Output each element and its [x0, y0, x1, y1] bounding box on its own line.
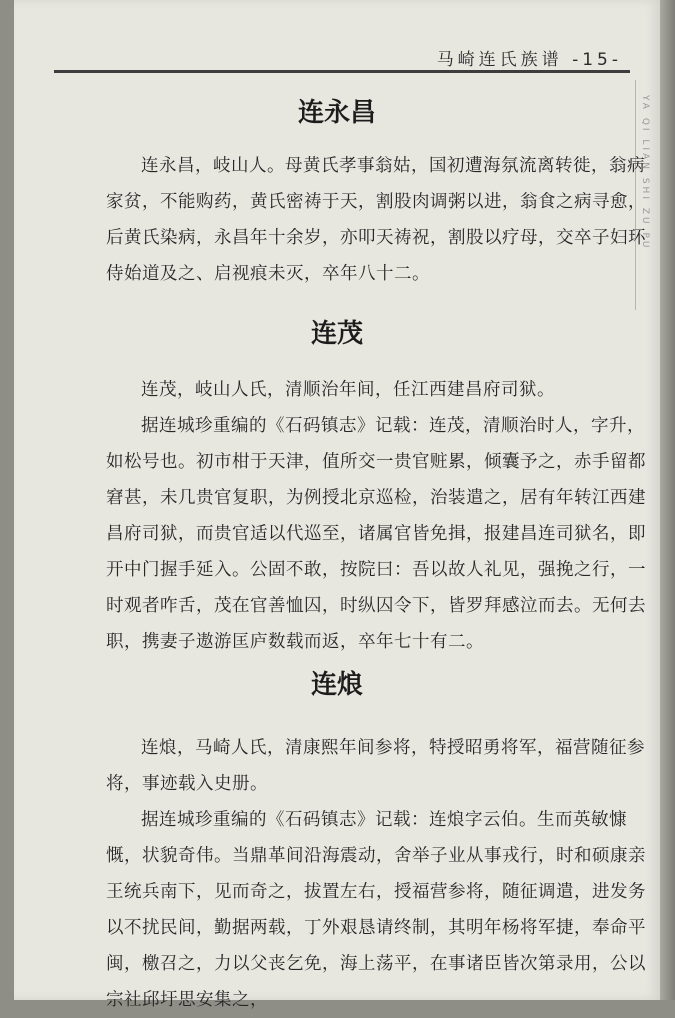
book-page: [14, 0, 660, 1010]
section-3-paragraph-1: 连烺，马崎人氏，清康熙年间参将，特授昭勇将军，福营随征参将，事迹载入史册。: [106, 738, 645, 794]
header-title: 马崎连氏族谱: [436, 50, 563, 70]
section-heading-3: 连烺: [310, 670, 363, 700]
section-heading-1: 连永昌: [297, 98, 376, 128]
section-2-paragraph-1: 连茂，岐山人氏，清顺治年间，任江西建昌府司狱。: [141, 380, 555, 400]
side-romanization: YA QI LIAN SHI ZU PU: [640, 95, 650, 251]
section-2-paragraph-2: 据连城珍重编的《石码镇志》记载：连茂，清顺治时人，字升，如松号也。初市柑于天津，值所交一贵官赃累，倾囊予之，赤手留都窘甚，未几贵官复职，为例授北京巡检，治装遣之，居有年转江西建昌府司狱，而贵官适以代巡至，诸属官皆免揖，报建昌连司狱名，即开中门握手延入。公固不敢，按院曰：吾以故人礼见，强挽之行，一时观者咋舌，茂在官善恤囚，时纵囚令下，皆罗拜感泣而去。无何去职，携妻子遨游匡庐数载而返，卒年七十有二。: [106, 416, 646, 652]
book-spine-edge: [660, 0, 675, 1000]
running-header: [437, 45, 622, 70]
header-rule: [54, 70, 630, 73]
page-number: -15-: [572, 50, 622, 70]
section-3-paragraph-2: 据连城珍重编的《石码镇志》记载：连烺字云伯。生而英敏慷慨，状貌奇伟。当鼎革间沿海震动，舍举子业从事戎行，时和硕康亲王统兵南下，见而奇之，拔置左右，授福营参将，随征调遣，进发务以不扰民间，勤据两载，丁外艰恳请终制，其明年杨将军捷，奉命平闽，檄召之，力以父丧乞免，海上荡平，在事诸臣皆次第录用，公以宗社邱圩思安集之，: [106, 810, 646, 1010]
section-heading-2: 连茂: [310, 319, 363, 349]
section-1-paragraph-1: 连永昌，岐山人。母黄氏孝事翁姑，国初遭海氛流离转徙，翁病家贫，不能购药，黄氏密祷于天，割股肉调粥以进，翁食之病寻愈，后黄氏染病，永昌年十余岁，亦叩天祷祝，割股以疗母，交卒子妇环侍始道及之、启视痕未灭，卒年八十二。: [106, 156, 646, 284]
